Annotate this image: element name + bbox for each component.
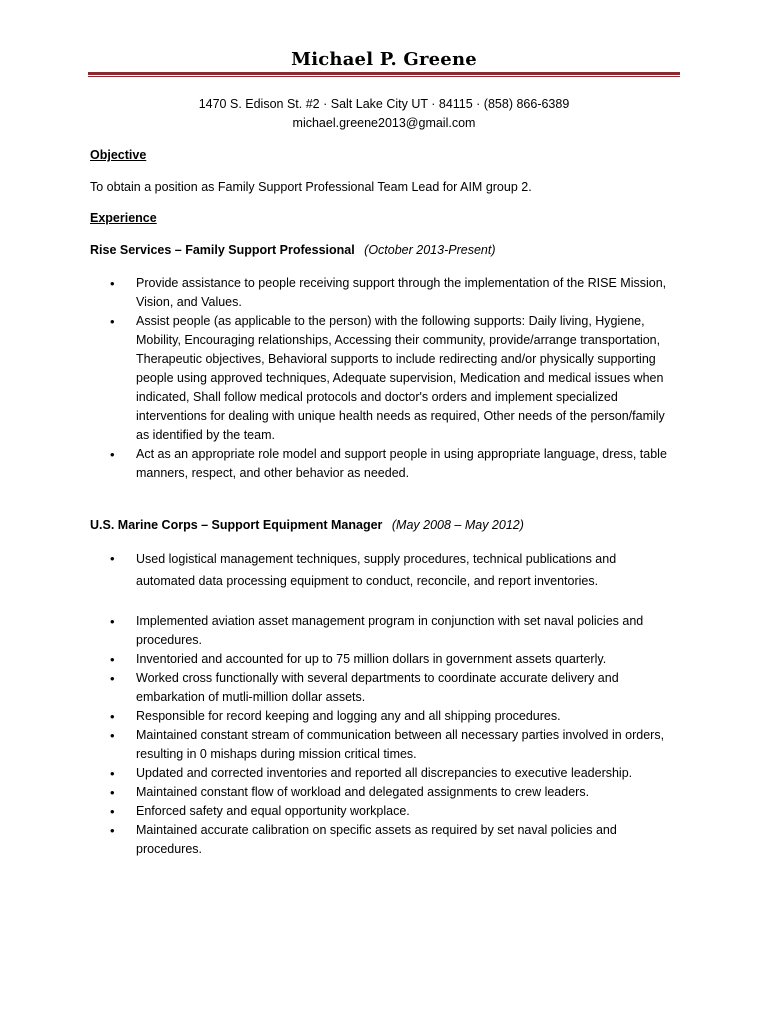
experience-heading: Experience <box>90 211 157 225</box>
header-rule-thick <box>88 72 680 75</box>
job-bullets-usmc <box>108 612 674 859</box>
contact-address: 1470 S. Edison St. #2 · Salt Lake City UT · 84115 · (858) 866-6389 <box>198 97 570 111</box>
bullet-item: • Worked cross functionally with several departments to coordinate accurate delivery and embarkation of mutli-million dollar assets. <box>108 669 674 707</box>
bullet-item: • Responsible for record keeping and logging any and all shipping procedures. <box>108 707 674 726</box>
job-title: U.S. Marine Corps – Support Equipment Manager <box>90 518 383 532</box>
bullet-item: • Updated and corrected inventories and reported all discrepancies to executive leadership. <box>108 764 674 783</box>
bullet-item: • Used logistical management techniques, supply procedures, technical publications and automated data processing equipment to conduct, reconcile, and report inventories. <box>108 548 674 592</box>
job-header-usmc <box>90 516 524 535</box>
bullet-item: • Maintained constant stream of communication between all necessary parties involved in orders, resulting in 0 mishaps during mission critical times. <box>108 726 674 764</box>
bullet-item: • Enforced safety and equal opportunity workplace. <box>108 802 674 821</box>
header-rule-thin <box>88 76 680 77</box>
job-dates: (October 2013-Present) <box>364 243 496 257</box>
job-title: Rise Services – Family Support Professional <box>90 243 355 257</box>
bullet-item: • Inventoried and accounted for up to 75 million dollars in government assets quarterly. <box>108 650 674 669</box>
job-dates: (May 2008 – May 2012) <box>391 518 524 532</box>
bullet-item: • Act as an appropriate role model and support people in using appropriate language, dress, table manners, respect, and other behavior as needed. <box>108 445 674 483</box>
bullet-item: • Maintained constant flow of workload and delegated assignments to crew leaders. <box>108 783 674 802</box>
objective-text: To obtain a position as Family Support Professional Team Lead for AIM group 2. <box>90 180 532 194</box>
bullet-item: • Implemented aviation asset management program in conjunction with set naval policies and procedures. <box>108 612 674 650</box>
job-bullets-usmc-first <box>108 548 674 592</box>
bullet-item: • Maintained accurate calibration on specific assets as required by set naval policies and procedures. <box>108 821 674 859</box>
contact-email: michael.greene2013@gmail.com <box>292 116 476 130</box>
job-header-rise <box>90 241 495 260</box>
objective-heading: Objective <box>90 148 147 162</box>
applicant-name: Michael P. Greene <box>291 49 477 70</box>
bullet-item: • Provide assistance to people receiving support through the implementation of the RISE Mission, Vision, and Values. <box>108 274 674 312</box>
job-bullets-rise <box>108 274 674 483</box>
bullet-item: • Assist people (as applicable to the person) with the following supports: Daily living, Hygiene, Mobility, Encouraging relationships, Accessing their community, provide/arrange transportation, Therapeutic objectives, Behavioral supports to include redirecting and/or physically supporting people using approved techniques, Adequate supervision, Medication and medical issues when indicated, Shall follow medical protocols and doctor's orders and implement specialized interventions for dealing with unique health needs as required, Other needs of the person/family as identified by the team. <box>108 312 674 445</box>
